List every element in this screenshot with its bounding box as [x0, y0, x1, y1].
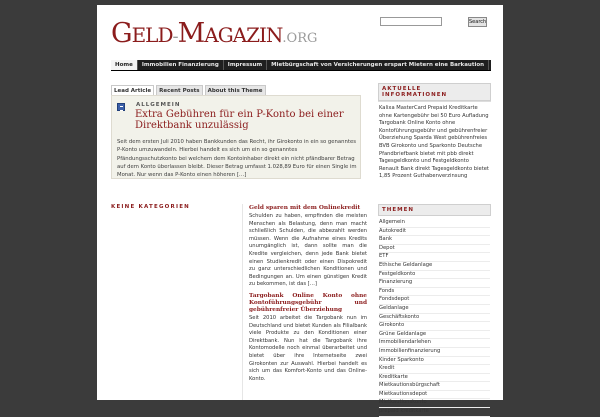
tab-recent-posts[interactable]: Recent Posts: [156, 85, 202, 97]
themen-item[interactable]: ETF: [379, 253, 490, 262]
main-navigation: [111, 60, 491, 71]
nav-item-mietbuergschaft[interactable]: Mietbürgschaft von Versicherungen erspart Mietern eine Barkaution: [267, 60, 489, 70]
post-item: [249, 205, 367, 289]
themen-list: [378, 216, 491, 417]
post-title[interactable]: Targobank Online Konto ohne Kontoführungsgebühr und gebührenfreier Überziehung: [249, 293, 367, 313]
themen-item[interactable]: Festgeldkonto: [379, 271, 490, 280]
themen-item[interactable]: Grüne Geldanlage: [379, 331, 490, 340]
lead-article: [111, 95, 361, 179]
themen-item[interactable]: Allgemein: [379, 219, 490, 228]
themen-item[interactable]: Mietkautionsbürgschaft: [379, 382, 490, 391]
nav-item-immobilien-finanzierung[interactable]: Immobilien Finanzierung: [138, 60, 224, 70]
aktuelle-heading: AKTUELLE INFORMATIONEN: [378, 83, 491, 101]
column-divider: [242, 204, 243, 400]
category-icon: [117, 103, 125, 111]
logo-text: ELD: [131, 23, 173, 47]
post-excerpt: Schulden zu haben, empfinden die meisten Menschen als Belastung, denn man macht schließlich Schulden, die abbezahlt werden müssen. Wenn die Aufnahme eines Kredits unumgänglich ist, dann sollte man die Kredite vergleichen, denn jede Bank bietet einen Studienkredit oder einen Dispokredit zu ganz unterschiedlichen Konditionen und Bedingungen an. Um einen günstigen Kredit zu bekommen, ist das […]: [249, 213, 367, 288]
themen-item[interactable]: prepaid kreditkarte: [379, 408, 490, 417]
categories-heading: KEINE KATEGORIEN: [111, 204, 190, 210]
themen-item[interactable]: Mietkautionsdepot: [379, 391, 490, 400]
themen-item[interactable]: Fonds: [379, 288, 490, 297]
themen-item[interactable]: Kreditkarte: [379, 374, 490, 383]
themen-item[interactable]: Finanzierung: [379, 279, 490, 288]
themen-item[interactable]: Girokonto: [379, 322, 490, 331]
logo-text: AGAZIN: [204, 23, 283, 47]
themen-item[interactable]: Depot: [379, 245, 490, 254]
lead-category[interactable]: ALLGEMEIN: [136, 102, 181, 108]
search-input[interactable]: [380, 17, 442, 26]
site-logo[interactable]: [111, 19, 317, 54]
logo-letter: M: [177, 18, 205, 49]
aktuelle-informationen-widget: [378, 83, 491, 184]
post-item: [249, 293, 367, 383]
search-button[interactable]: Search: [469, 19, 487, 25]
themen-item[interactable]: Geldanlage: [379, 305, 490, 314]
logo-tld: .ORG: [282, 31, 318, 46]
themen-item[interactable]: Kredit: [379, 365, 490, 374]
post-excerpt: Seit 2010 arbeitet die Targobank nun im Deutschland und bietet Kunden als Filialbank viele Produkte zu den Konditionen einer Direktbank. Nun hat die Targobank ihre Kontomodelle noch einmal überarbeitet und bietet über ihre Internetseite zwei Girokonten zur Auswahl. Hierbei handelt es sich um das Komfort-Konto und das Online-Konto.: [249, 315, 367, 382]
themen-widget: [378, 204, 491, 417]
logo-letter: G: [111, 18, 132, 49]
themen-item[interactable]: Autokredit: [379, 228, 490, 237]
themen-item[interactable]: Fondsdepot: [379, 296, 490, 305]
page: [97, 5, 503, 415]
tab-about-theme[interactable]: About this Theme: [205, 85, 266, 97]
lead-title[interactable]: Extra Gebühren für ein P-Konto bei einer Direktbank unzulässig: [135, 109, 344, 131]
nav-item-impressum[interactable]: Impressum: [224, 60, 267, 70]
themen-item[interactable]: Kinder Sparkonto: [379, 357, 490, 366]
themen-heading: THEMEN: [378, 204, 491, 216]
themen-item[interactable]: Ethische Geldanlage: [379, 262, 490, 271]
aktuelle-text[interactable]: Kalixa MasterCard Prepaid Kreditkarte ohne Kartengebühr bei 50 Euro Aufladung Targobank Online Konto ohne Kontoführungsgebühr und gebührenfreier Überziehung Sparda West gebührenfreies BVB Girokonto und Sparkonto Deutsche Pfandbriefbank bietet mit pbb direkt Tagesgeldkonto und Festgeldkonto Renault Bank direkt Tagesgeldkonto bietet 1,85 Prozent Guthabenverzinsung: [378, 101, 491, 184]
nav-item-home[interactable]: Home: [111, 60, 138, 70]
themen-item[interactable]: Mietkautionskonto: [379, 399, 490, 408]
tab-lead-article[interactable]: Lead Article: [111, 85, 154, 97]
logo-dash: -: [172, 26, 178, 47]
themen-item[interactable]: Immobiliendarlehen: [379, 339, 490, 348]
themen-item[interactable]: Immobilienfinanzierung: [379, 348, 490, 357]
lead-excerpt: Seit dem ersten Juli 2010 haben Bankkunden das Recht, ihr Girokonto in ein so genanntes P-Konto umzuwandeln. Hierbei handelt es sich um ein so genanntes Pfändungsschutzkonto bei welchem dem Kontoinhaber direkt ein nicht pfändbarer Betrag auf dem Konto überlassen bleibt. Dieser Betrag umfasst 1.028,89 Euro für einen Single im Monat. Nur wenn das P-Konto einen höheren […]: [117, 139, 357, 179]
themen-item[interactable]: Geschäftskonto: [379, 314, 490, 323]
themen-item[interactable]: Bank: [379, 236, 490, 245]
post-title[interactable]: Geld sparen mit dem Onlinekredit: [249, 205, 361, 211]
